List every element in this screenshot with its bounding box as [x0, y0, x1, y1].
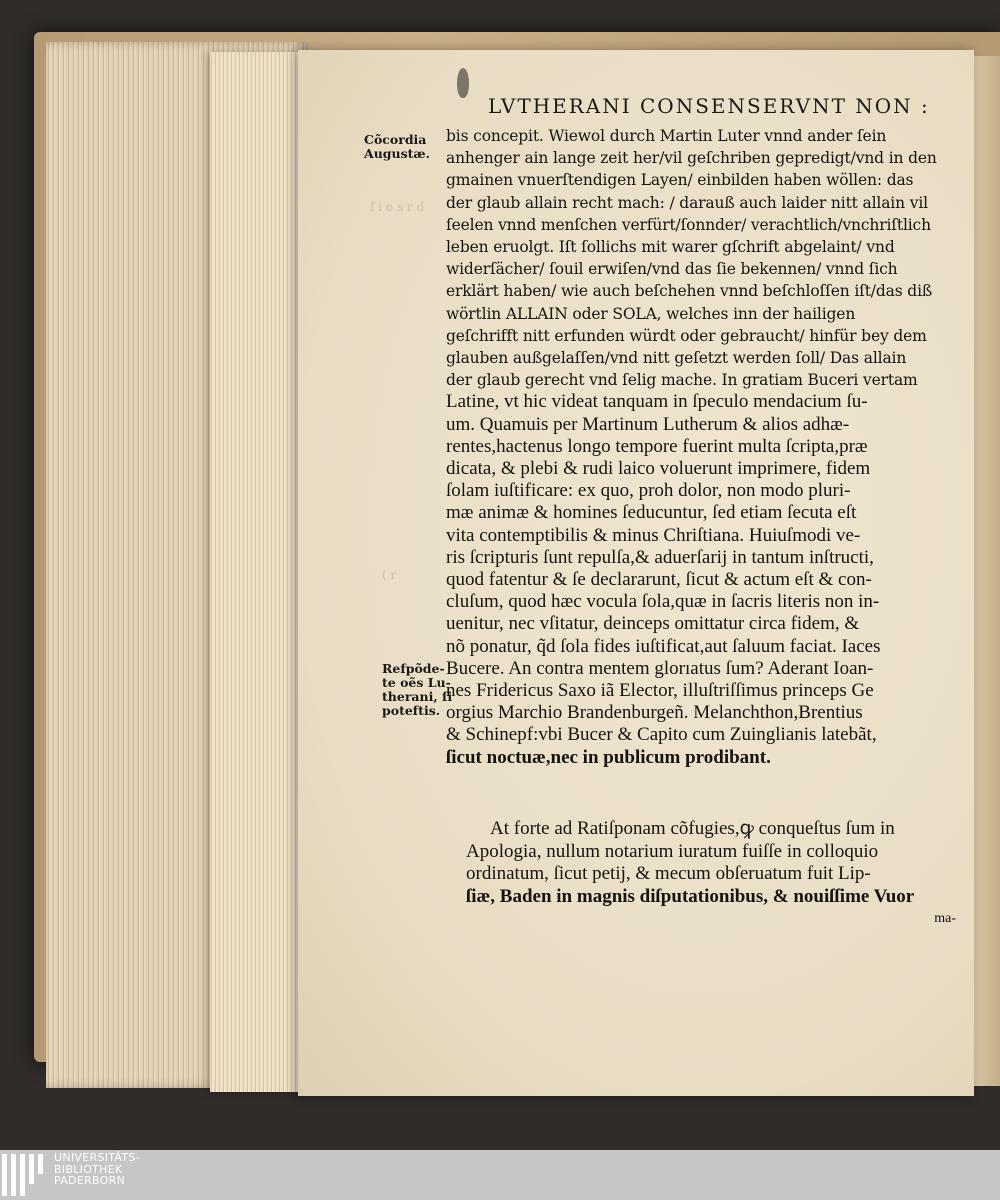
text-line: vita contemptibilis & minus Chriſtiana. Huiuſmodi ve- [446, 524, 861, 546]
text-line: At forte ad Ratiſponam cõfugies,ꝙ conqueſtus ſum in [490, 818, 895, 839]
running-head: LVTHERANI CONSENSERVNT NON : [488, 94, 930, 118]
text-line: widerſächer/ ſouil erwiſen/vnd das ſie bekennen/ vnnd ſich [446, 260, 898, 279]
text-line: dicata, & plebi & rudi laico voluerunt imprimere, fidem [446, 458, 871, 480]
library-name-line: BIBLIOTHEK [54, 1162, 123, 1176]
text-line: ſiæ, Baden in magnis diſputationibus, & nouiſſime Vuor [466, 885, 915, 907]
margin-note-line: Refpõde- [382, 661, 445, 676]
library-name [54, 1152, 140, 1187]
page-edges-inner [210, 52, 310, 1092]
text-line: der glaub gerecht vnd ſelig mache. In gratiam Buceri vertam [446, 371, 918, 390]
margin-note-concordia [364, 133, 430, 161]
text-line: anhenger ain lange zeit her/vil geſchriben gepredigt/vnd in den [446, 149, 937, 168]
main-text-block [446, 125, 966, 769]
text-line: um. Quamuis per Martinum Lutherum & alios adhæ- [446, 413, 850, 435]
library-footer-bar [0, 1150, 1000, 1200]
text-line: gmainen vnuerſtendigen Layen/ einbilden haben wöllen: das [446, 171, 914, 190]
catchword: ma- [934, 911, 956, 926]
text-line: bis concepit. Wiewol durch Martin Luter vnnd ander ſein [446, 127, 887, 145]
margin-note-line: poteftis. [382, 703, 441, 718]
page-edge-right [972, 56, 1000, 1086]
library-name-line: UNIVERSITÄTS- [54, 1151, 140, 1164]
text-line: uenitur, nec vſitatur, deinceps omittatur circa fidem, & [446, 613, 860, 635]
library-name-line: PADERBORN [54, 1174, 126, 1187]
text-line: wörtlin ALLAIN oder SOLA, welches inn der hailigen [446, 304, 856, 323]
bleed-through-mark: f i o s r d [370, 200, 425, 214]
text-line: ſicut noctuæ,nec in publicum prodibant. [446, 746, 771, 768]
text-line: Bucere. An contra mentem glorıatus ſum? Aderant Ioan- [446, 657, 874, 679]
margin-note-line: te oẽs Lu- [382, 675, 451, 690]
text-line: nes Fridericus Saxo iã Elector, illuſtriſſimus princeps Ge [446, 680, 874, 702]
text-line: rentes,hactenus longo tempore fuerint multa ſcripta,præ [446, 435, 868, 457]
text-line: der glaub allain recht mach: / darauß auch laider nitt allain vil [446, 193, 928, 212]
margin-note-responde [382, 662, 452, 718]
margin-note-line: therani, ſi [382, 689, 453, 704]
text-line: erklärt haben/ wie auch beſchehen vnnd beſchloſſen iſt/das diß [446, 282, 933, 301]
second-paragraph [466, 818, 966, 931]
text-line: mæ animæ & homines ſeducuntur, ſed etiam ſecuta eſt [446, 502, 857, 524]
text-line: Apologia, nullum notarium iuratum fuiſſe in colloquio [466, 840, 879, 862]
library-logo-icon [2, 1154, 46, 1196]
text-line: Latine, vt hic videat tanquam in ſpeculo mendacium ſu- [446, 391, 868, 413]
text-line: nõ ponatur, q̃d ſola fides iuſtificat,aut ſaluum faciat. Iaces [446, 635, 881, 657]
text-line: ordinatum, ſicut petij, & mecum obſeruatum fuit Lip- [466, 863, 871, 884]
text-line: ſolam iuſtificare: ex quo, proh dolor, non modo pluri- [446, 480, 851, 502]
text-line: orgius Marchio Brandenburgeñ. Melanchthon,Brentius [446, 702, 863, 724]
text-line: ſeelen vnnd menſchen verfürt/ſonnder/ verachtlich/vnchriſtlich [446, 215, 931, 234]
text-line: ris ſcripturis ſunt repulſa,& aduerſarij in tantum inſtructi, [446, 546, 874, 568]
text-line: cluſum, quod hæc vocula ſola,quæ in ſacris literis non in- [446, 591, 880, 613]
text-line: quod fatentur & ſe declararunt, ſicut & actum eſt & con- [446, 569, 872, 591]
text-line: & Schinepf:vbi Bucer & Capito cum Zuinglianis latebãt, [446, 724, 877, 746]
margin-note-line: Augustæ. [364, 146, 430, 161]
text-line: geſchrifft nitt erfunden würdt oder gebraucht/ hinfür bey dem [446, 326, 927, 345]
bleed-through-mark: ( r [382, 568, 397, 582]
margin-note-line: Cõcordia [364, 132, 427, 147]
ink-blot [457, 68, 469, 98]
text-line: leben eruolgt. Iſt ſollichs mit warer gſchrift abgelaint/ vnd [446, 238, 895, 257]
text-line: glauben außgelaſſen/vnd nitt geſetzt werden ſoll/ Das allain [446, 349, 907, 368]
